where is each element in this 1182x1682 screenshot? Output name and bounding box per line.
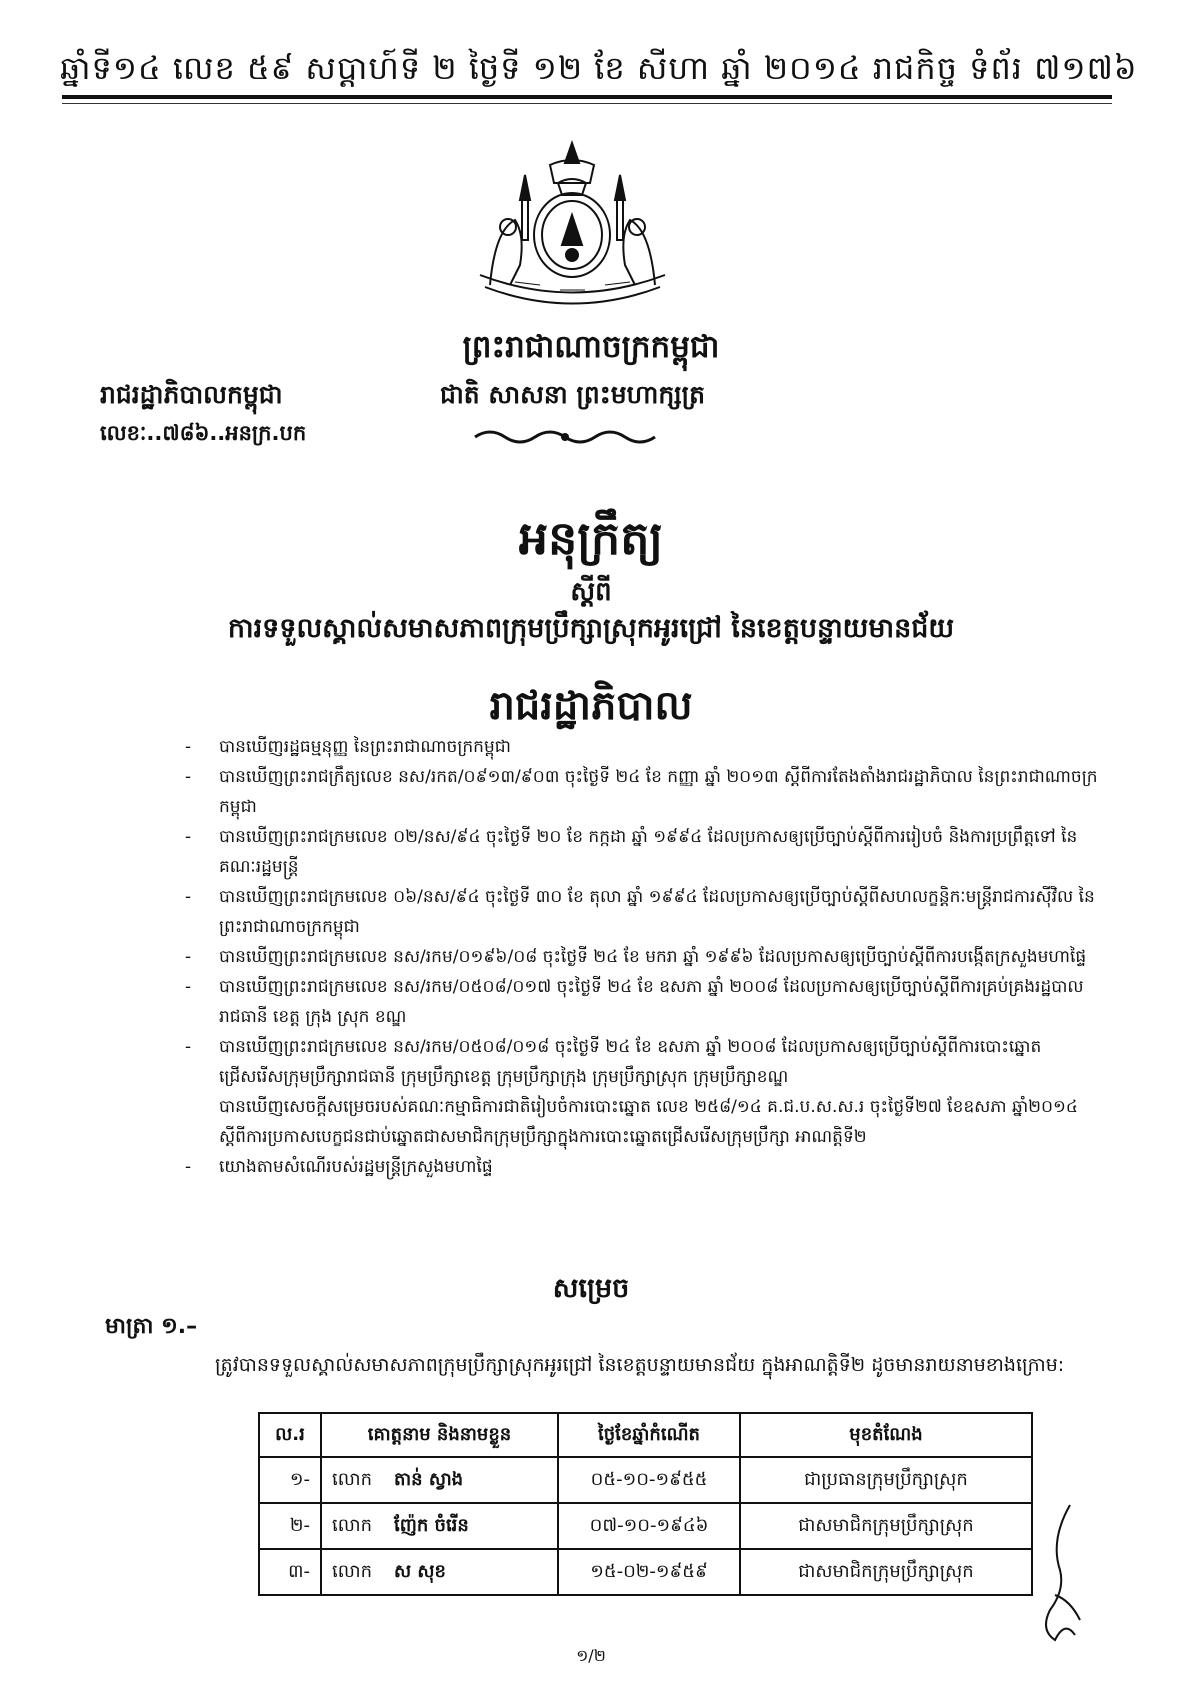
honorific: លោក — [332, 1560, 372, 1582]
col-header-position: មុខតំណែង — [740, 1413, 1032, 1457]
table-row — [259, 1457, 1032, 1503]
decision-label: សម្រេច — [552, 1273, 630, 1304]
table-header-row — [259, 1413, 1032, 1457]
member-name: តាន់ ស្វាង — [394, 1468, 464, 1490]
consideration-item: - យោងតាមសំណើរបស់រដ្ឋមន្ត្រីក្រសួងមហាផ្ទៃ — [185, 1157, 493, 1177]
consideration-item: បានឃើញសេចក្តីសម្រេចរបស់គណៈកម្មាធិការជាតិរៀបចំការបោះឆ្នោត លេខ ២៥៨/១៤ គ.ជ.ប.ស.ស.រ ចុះថ្ងៃទី២៧ ខែឧសភា ឆ្នាំ២០១៤ ស្តីពីការប្រកាសបេក្ខជនជាប់ឆ្នោតជាសមាជិកក្រុមប្រឹក្សាក្នុងការបោះឆ្នោតជ្រើសរើសក្រុមប្រឹក្សា អាណត្តិទី២ — [219, 1097, 1078, 1147]
article-label: មាត្រា ១.– — [105, 1314, 198, 1339]
consideration-item: - បានឃើញព្រះរាជក្រឹត្យលេខ នស/រកត/០៩១៣/៩០៣ ចុះថ្ងៃទី ២៤ ខែ កញ្ញា ឆ្នាំ ២០១៣ ស្តីពីការតែងតាំងរាជរដ្ឋាភិបាល នៃព្រះរាជាណាចក្រកម្ពុជា — [185, 767, 1098, 817]
header-rule-thin — [62, 103, 1112, 104]
issuer-title: រាជរដ្ឋាភិបាល — [489, 683, 693, 729]
consideration-item: - បានឃើញព្រះរាជក្រមលេខ ០២/នស/៩៤ ចុះថ្ងៃទី ២០ ខែ កក្កដា ឆ្នាំ ១៩៩៤ ដែលប្រកាសឲ្យប្រើច្បាប់ស្តីពីការរៀបចំ និងការប្រព្រឹត្តទៅ នៃគណៈរដ្ឋមន្ត្រី — [185, 827, 1078, 877]
row-number: ២- — [259, 1503, 321, 1549]
member-position: ជាប្រធានក្រុមប្រឹក្សាស្រុក — [740, 1457, 1032, 1503]
consideration-item: - បានឃើញព្រះរាជក្រមលេខ ០៦/នស/៩៤ ចុះថ្ងៃទី ៣០ ខែ តុលា ឆ្នាំ ១៩៩៤ ដែលប្រកាសឲ្យប្រើច្បាប់ស្តីពីសហលក្ខន្តិកៈមន្ត្រីរាជការស៊ីវិល នៃព្រះរាជាណាចក្រកម្ពុជា — [185, 887, 1095, 937]
col-header-name: គោត្តនាម និងនាមខ្លួន — [321, 1413, 558, 1457]
member-dob: ០៧-១០-១៩៤៦ — [558, 1503, 740, 1549]
document-type: អនុក្រឹត្យ — [518, 511, 664, 565]
row-number: ១- — [259, 1457, 321, 1503]
col-header-number: ល.រ — [259, 1413, 321, 1457]
initials-signature-icon — [1030, 1500, 1100, 1650]
honorific: លោក — [332, 1514, 372, 1536]
national-motto: ជាតិ សាសនា ព្រះមហាក្សត្រ — [440, 380, 705, 409]
member-position: ជាសមាជិកក្រុមប្រឹក្សាស្រុក — [740, 1549, 1032, 1595]
decorative-ornament-icon — [470, 425, 660, 449]
members-table — [258, 1412, 1033, 1596]
member-name: ញ៉ែក ចំរើន — [394, 1514, 469, 1536]
honorific: លោក — [332, 1468, 372, 1490]
about-label: ស្តីពី — [570, 577, 612, 607]
consideration-item: - បានឃើញព្រះរាជក្រមលេខ នស/រកម/០៥០៨/០១៧ ចុះថ្ងៃទី ២៤ ខែ ឧសភា ឆ្នាំ ២០០៨ ដែលប្រកាសឲ្យប្រើច្បាប់ស្តីពីការគ្រប់គ្រងរដ្ឋបាលរាជធានី ខេត្ត ក្រុង ស្រុក ខណ្ឌ — [185, 977, 1084, 1027]
col-header-dob: ថ្ងៃខែឆ្នាំកំណើត — [558, 1413, 740, 1457]
member-position: ជាសមាជិកក្រុមប្រឹក្សាស្រុក — [740, 1503, 1032, 1549]
document-subject: ការទទួលស្គាល់សមាសភាពក្រុមប្រឹក្សាស្រុកអូរជ្រៅ នៃខេត្តបន្ទាយមានជ័យ — [227, 613, 955, 644]
header-rule-thick — [62, 95, 1112, 99]
consideration-item: - បានឃើញព្រះរាជក្រមលេខ នស/រកម/០៥០៨/០១៨ ចុះថ្ងៃទី ២៤ ខែ ឧសភា ឆ្នាំ ២០០៨ ដែលប្រកាសឲ្យប្រើច្បាប់ស្តីពីការបោះឆ្នោតជ្រើសរើសក្រុមប្រឹក្សារាជធានី ក្រុមប្រឹក្សាខេត្ត ក្រុមប្រឹក្សាក្រុង ក្រុមប្រឹក្សាស្រុក ក្រុមប្រឹក្សាខណ្ឌ — [185, 1037, 1042, 1087]
member-name-cell — [321, 1457, 558, 1503]
kingdom-title: ព្រះរាជាណាចក្រកម្ពុជា — [462, 329, 720, 365]
considerations-list — [185, 732, 1100, 1182]
member-dob: ០៥-១០-១៩៥៥ — [558, 1457, 740, 1503]
royal-coat-of-arms-emblem — [470, 135, 675, 305]
article-text: ត្រូវបានទទួលស្គាល់សមាសភាពក្រុមប្រឹក្សាស្រុកអូរជ្រៅ នៃខេត្តបន្ទាយមានជ័យ ក្នុងអាណត្តិទី២ ដូចមានរាយនាមខាងក្រោម: — [215, 1354, 1065, 1376]
row-number: ៣- — [259, 1549, 321, 1595]
consideration-item: - បានឃើញព្រះរាជក្រមលេខ នស/រកម/០១៩៦/០៨ ចុះថ្ងៃទី ២៤ ខែ មករា ឆ្នាំ ១៩៩៦ ដែលប្រកាសឲ្យប្រើច្បាប់ស្តីពីការបង្កើតក្រសួងមហាផ្ទៃ — [185, 947, 1087, 967]
member-name-cell — [321, 1549, 558, 1595]
consideration-item: - បានឃើញរដ្ឋធម្មនុញ្ញ នៃព្រះរាជាណាចក្រកម្ពុជា — [185, 737, 511, 757]
gazette-header: ឆ្នាំទី១៤ លេខ ៥៩ សប្តាហ៍ទី ២ ថ្ងៃទី ១២ ខែ សីហា ឆ្នាំ ២០១៤ រាជកិច្ច ទំព័រ ៧១៧៦ — [60, 49, 1138, 87]
member-name: ស សុខ — [394, 1560, 446, 1582]
page-number: ១/២ — [576, 1646, 606, 1665]
member-name-cell — [321, 1503, 558, 1549]
government-name: រាជរដ្ឋាភិបាលកម្ពុជា — [100, 380, 283, 409]
table-row — [259, 1503, 1032, 1549]
document-number: លេខៈ..៧៨៦..អនក្រ.បក — [100, 421, 307, 445]
member-dob: ១៥-០២-១៩៥៩ — [558, 1549, 740, 1595]
table-row — [259, 1549, 1032, 1595]
